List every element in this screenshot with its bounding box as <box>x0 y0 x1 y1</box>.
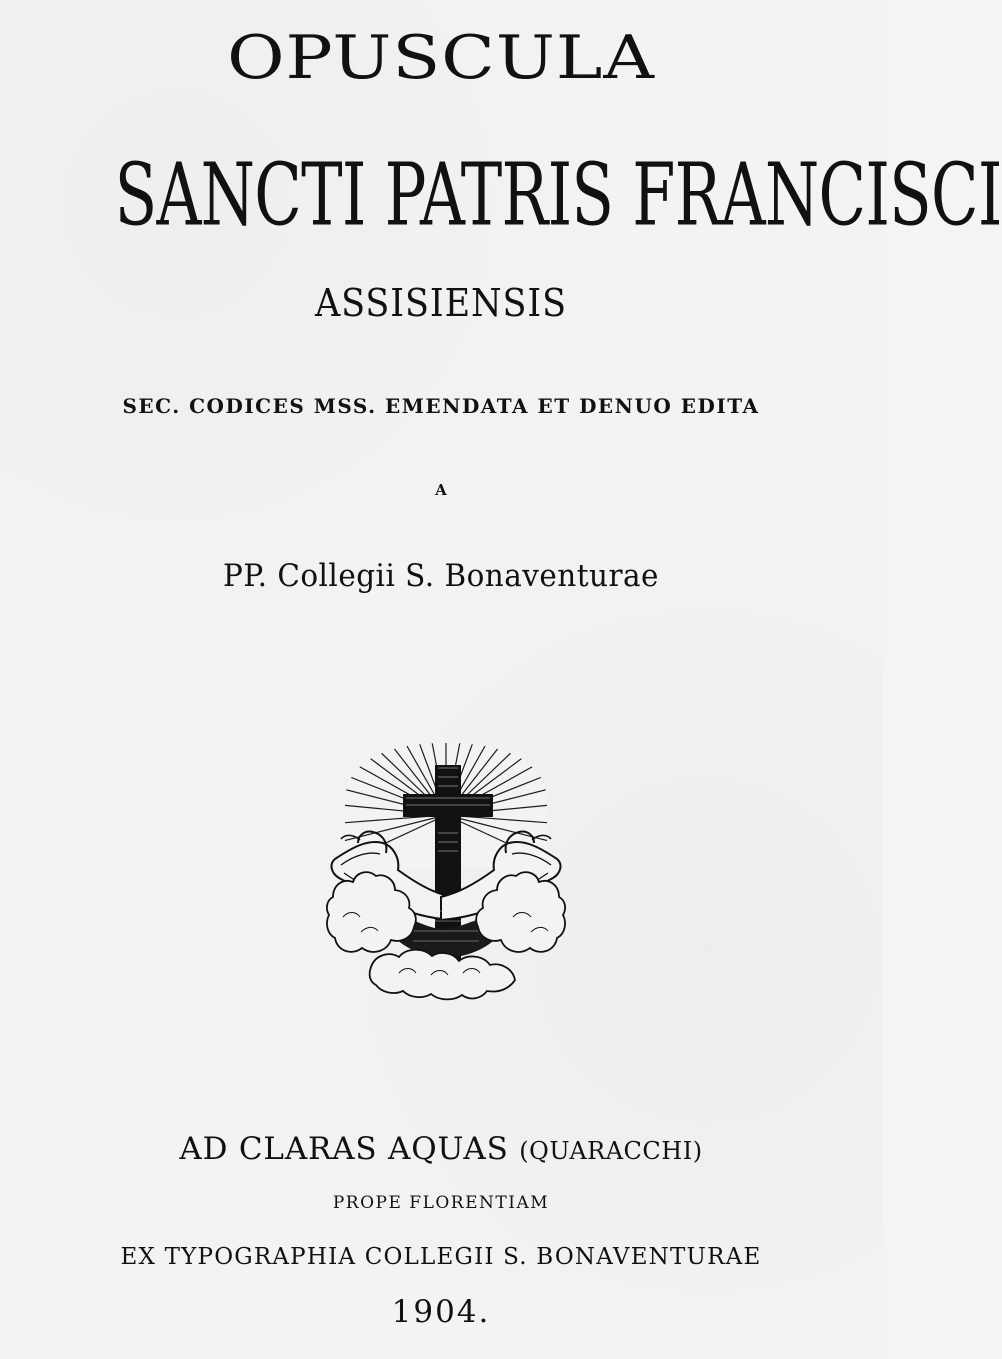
place-main: AD CLARAS AQUAS <box>179 1131 509 1167</box>
printer-line: EX TYPOGRAPHIA COLLEGII S. BONAVENTURAE <box>120 1244 762 1270</box>
by-letter: A <box>435 481 447 499</box>
place-line <box>0 1131 882 1167</box>
near-line: PROPE FLORENTIAM <box>332 1193 550 1213</box>
edition-statement: SEC. CODICES MSS. EMENDATA ET DENUO EDITA <box>122 394 760 418</box>
title-line-sancti-patris-francisci: SANCTI PATRIS FRANCISCI <box>114 145 1002 245</box>
title-line-assisiensis: ASSISIENSIS <box>314 281 568 325</box>
place-alt: (QUARACCHI) <box>519 1137 703 1165</box>
year-line: 1904. <box>391 1294 491 1330</box>
title-line-opuscula: OPUSCULA <box>227 22 655 93</box>
franciscan-cross-emblem-icon <box>325 737 567 1000</box>
editors-line: PP. Collegii S. Bonaventurae <box>223 558 659 594</box>
emblem-svg <box>325 737 567 1000</box>
